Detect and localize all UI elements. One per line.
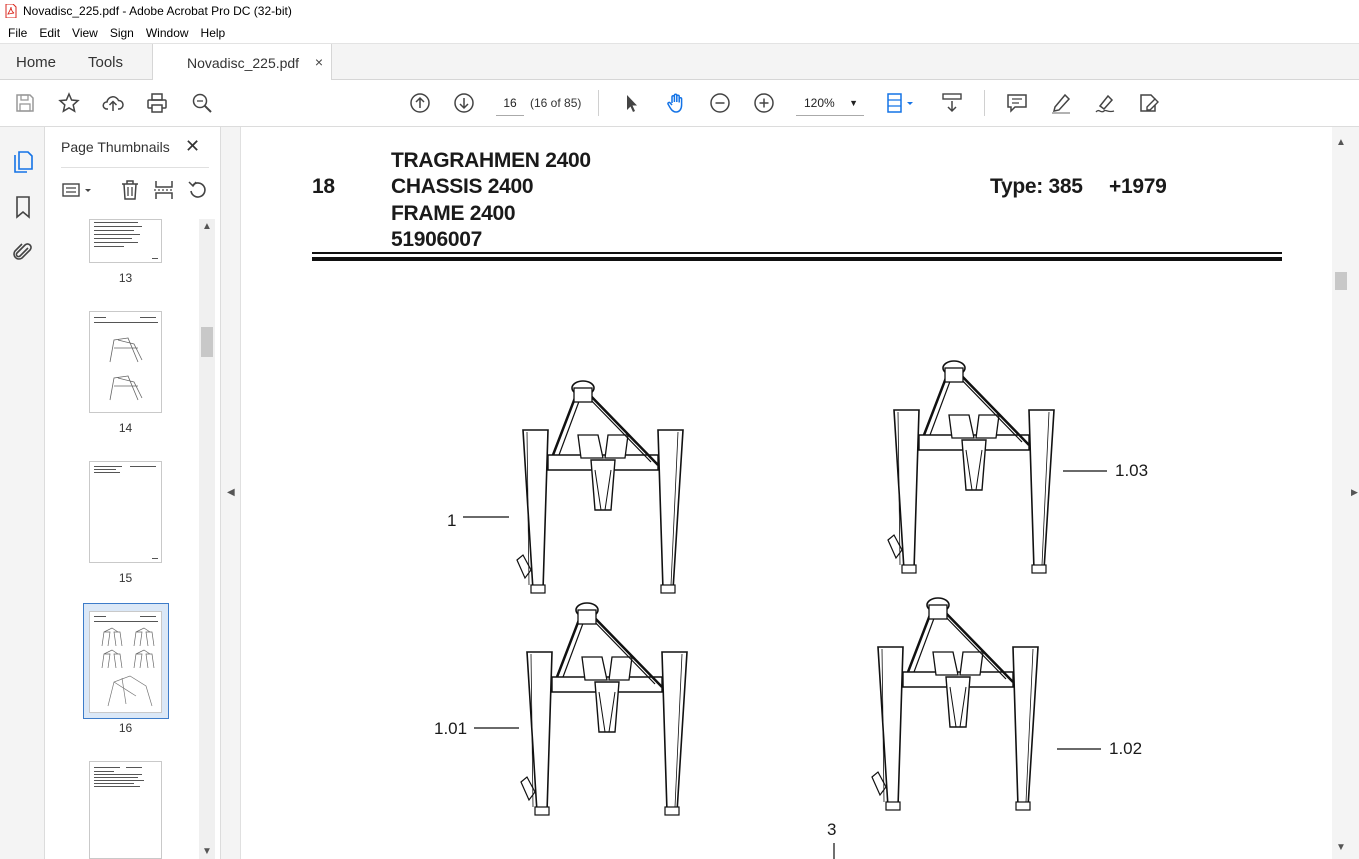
- zoom-level-value: 120%: [804, 96, 835, 110]
- scroll-down-icon[interactable]: ▼: [202, 846, 212, 857]
- thumbnail-page-number: 14: [118, 421, 133, 435]
- select-cursor-icon[interactable]: [620, 91, 644, 115]
- document-scrollbar[interactable]: [1332, 127, 1350, 859]
- thumbnail-scrollbar[interactable]: [199, 219, 215, 859]
- callout-label: 1.03: [1115, 461, 1149, 480]
- page-thumbnail[interactable]: [89, 461, 162, 563]
- menu-view[interactable]: View: [72, 25, 98, 40]
- panel-title: Page Thumbnails: [61, 139, 170, 155]
- panel-toolbar: [61, 179, 211, 201]
- callout-label: 3: [827, 820, 837, 839]
- bookmark-icon[interactable]: [11, 195, 35, 219]
- frame-drawings: [241, 127, 1332, 859]
- title-bar: [0, 0, 1359, 22]
- toolbar-separator: [598, 90, 599, 116]
- tab-document-label: Novadisc_225.pdf: [187, 54, 300, 71]
- rotate-icon[interactable]: [187, 179, 209, 201]
- page-thumbnail[interactable]: [89, 219, 162, 263]
- menu-window[interactable]: Window: [145, 25, 189, 40]
- scroll-up-icon[interactable]: ▲: [1336, 137, 1346, 148]
- document-view[interactable]: [241, 127, 1332, 859]
- tab-bar: [0, 43, 1359, 80]
- page-count-label: (16 of 85): [530, 96, 582, 110]
- callout-label: 1.01: [434, 719, 468, 738]
- callout-label: 1: [447, 511, 457, 530]
- zoom-in-icon[interactable]: [752, 91, 776, 115]
- highlight-pen-icon[interactable]: [1049, 91, 1073, 115]
- scroll-down-icon[interactable]: ▼: [1336, 842, 1346, 853]
- comment-icon[interactable]: [1005, 91, 1029, 115]
- thumbnail-page-number: 13: [118, 271, 133, 285]
- tab-tools[interactable]: Tools: [88, 53, 124, 71]
- menu-file[interactable]: File: [8, 25, 28, 40]
- save-icon[interactable]: [13, 91, 37, 115]
- draw-sign-icon[interactable]: [1093, 91, 1117, 115]
- star-icon[interactable]: [57, 91, 81, 115]
- section-number: 18: [312, 175, 335, 198]
- title-line: FRAME 2400: [391, 202, 516, 225]
- tab-document[interactable]: [152, 44, 332, 81]
- zoom-level-select[interactable]: [796, 90, 864, 116]
- menu-sign[interactable]: Sign: [109, 25, 134, 40]
- hand-tool-icon[interactable]: [664, 91, 688, 115]
- previous-page-icon[interactable]: [408, 91, 432, 115]
- page-thumbnails-panel: [45, 127, 221, 859]
- toolbar-separator: [984, 90, 985, 116]
- scroll-up-icon[interactable]: ▲: [202, 221, 212, 232]
- attachment-paperclip-icon[interactable]: [11, 240, 35, 264]
- page-thumbnail[interactable]: [89, 311, 162, 413]
- left-navigation-rail: [0, 127, 45, 859]
- next-page-icon[interactable]: [452, 91, 476, 115]
- chevron-down-icon: ▼: [849, 98, 858, 108]
- title-line: TRAGRAHMEN 2400: [391, 149, 591, 172]
- page-fit-icon[interactable]: [884, 91, 918, 115]
- options-menu-icon[interactable]: [61, 179, 95, 201]
- panel-divider: [61, 167, 209, 168]
- zoom-search-icon[interactable]: [190, 91, 214, 115]
- scrollbar-thumb[interactable]: [201, 327, 213, 357]
- toolbar: [0, 80, 1359, 127]
- page-thumbnail[interactable]: [89, 761, 162, 859]
- right-panel-handle[interactable]: [1350, 127, 1359, 859]
- panel-collapse-handle[interactable]: [221, 127, 241, 859]
- expand-right-icon: ▶: [1351, 487, 1358, 497]
- thumbnail-page-number: 15: [118, 571, 133, 585]
- panel-close-button[interactable]: ✕: [185, 136, 201, 156]
- pdf-file-icon: [5, 4, 17, 18]
- callout-label: 1.02: [1109, 739, 1143, 758]
- title-line: CHASSIS 2400: [391, 175, 534, 198]
- menu-bar: [0, 22, 1359, 43]
- window-title: Novadisc_225.pdf - Adobe Acrobat Pro DC (32-bit): [23, 4, 292, 18]
- type-value: +1979: [1109, 175, 1167, 198]
- menu-edit[interactable]: Edit: [39, 25, 61, 40]
- menu-help[interactable]: Help: [200, 25, 226, 40]
- thumbnail-page-number: 16: [118, 721, 133, 735]
- tab-home[interactable]: Home: [16, 53, 57, 71]
- zoom-out-icon[interactable]: [708, 91, 732, 115]
- page-thumbnails-icon[interactable]: [11, 149, 35, 173]
- scrolling-mode-icon[interactable]: [940, 91, 964, 115]
- page-number-input[interactable]: 16: [496, 90, 524, 116]
- part-number: 51906007: [391, 228, 483, 251]
- page-thumbnail-selected[interactable]: [89, 611, 162, 713]
- upload-cloud-icon[interactable]: [101, 91, 125, 115]
- page-layout-icon[interactable]: [153, 179, 175, 201]
- delete-trash-icon[interactable]: [119, 179, 141, 201]
- print-icon[interactable]: [145, 91, 169, 115]
- tab-close-button[interactable]: ×: [314, 54, 323, 70]
- fill-and-sign-icon[interactable]: [1137, 91, 1161, 115]
- collapse-left-icon: ◀: [227, 487, 235, 498]
- scrollbar-thumb[interactable]: [1335, 272, 1347, 290]
- type-label: Type: 385: [990, 175, 1083, 198]
